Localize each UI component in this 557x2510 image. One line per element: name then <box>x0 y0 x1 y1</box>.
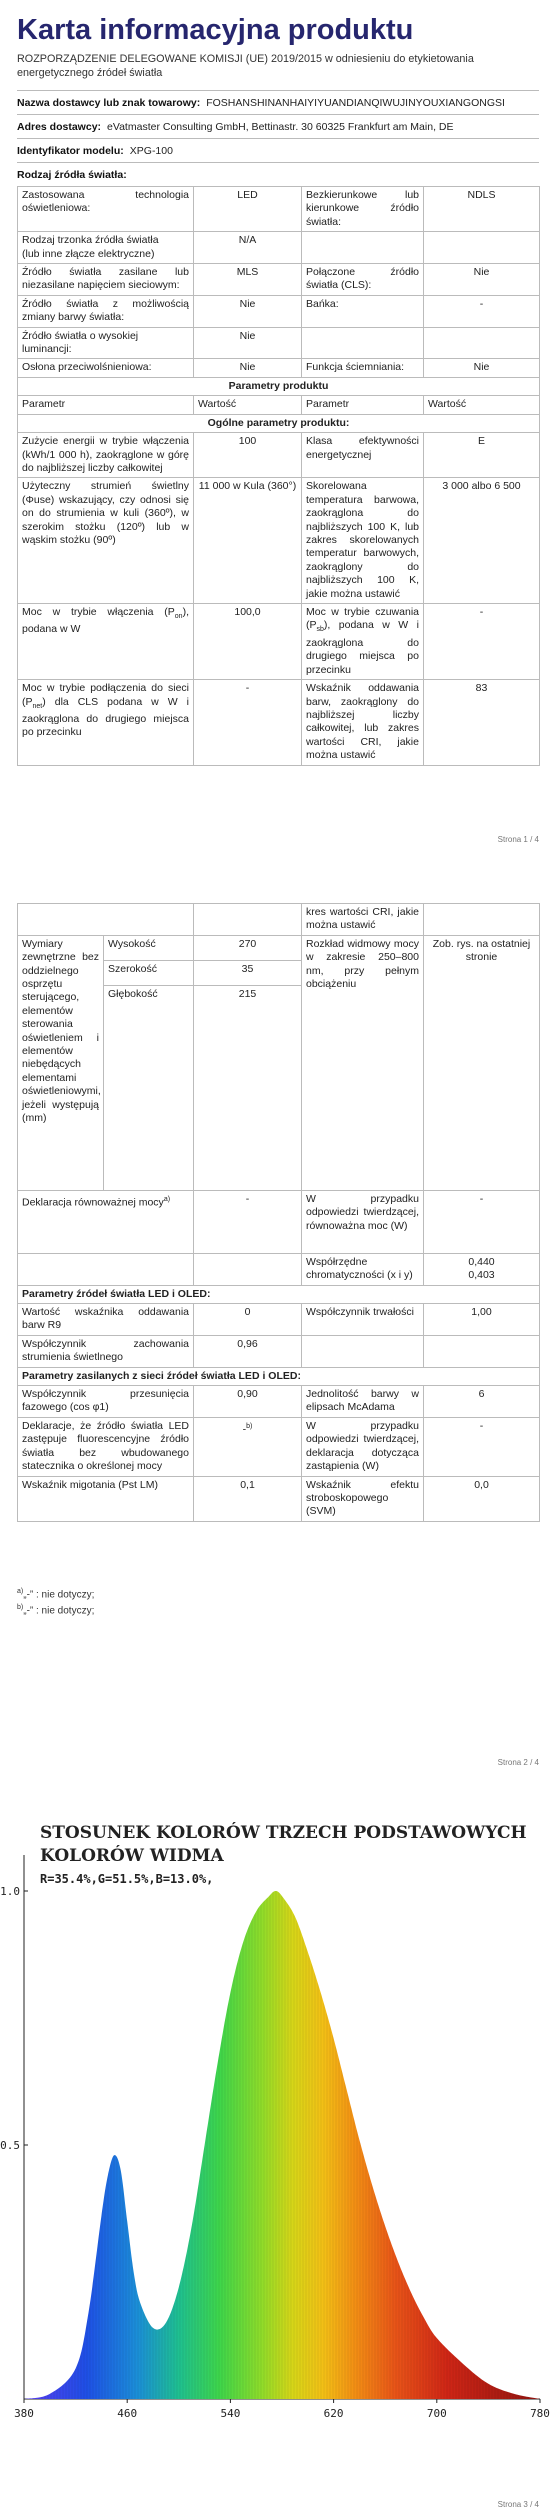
address-value: eVatmaster Consulting GmbH, Bettinastr. 30 60325 Frankfurt am Main, DE <box>107 121 454 133</box>
regulation-text: ROZPORZĄDZENIE DELEGOWANE KOMISJI (UE) 2019/2015 w odniesieniu do etykietowania energetycznego źródeł światła <box>17 53 474 79</box>
cri-continued: kres wartości CRI, jakie można ustawić <box>302 904 424 936</box>
page-number: Strona 2 / 4 <box>497 1758 539 1767</box>
height-label: Wysokość <box>104 935 194 960</box>
x-tick-label: 380 <box>14 2407 34 2420</box>
high-luminance-value: Nie <box>194 327 302 359</box>
mains-led-title: Parametry zasilanych z sieci źródeł światła LED i OLED: <box>18 1367 540 1385</box>
page-title: Karta informacyjna produktu <box>17 14 414 46</box>
tunable-label: Źródło światła z możliwością zmiany barwy światła: <box>18 295 194 327</box>
x-tick-label: 540 <box>220 2407 241 2420</box>
supplier-label: Nazwa dostawcy lub znak towarowy: <box>17 97 201 109</box>
svm-label: Wskaźnik efektu stroboskopowego (SVM) <box>302 1476 424 1521</box>
standby-label: Moc w trybie czuwania $(P_{sb})$, podana w W i zaokrąglona do drugiego miejsca po przecinku <box>302 603 424 679</box>
r9-label: Wartość wskaźnika oddawania barw R9 <box>18 1304 194 1336</box>
replacement-label: Deklaracje, że źródło światła LED zastępuje fluorescencyjne źródło światła bez wbudowanego statecznika o określonej mocy <box>18 1417 194 1476</box>
page-2 <box>0 860 557 1767</box>
equivalent-power-value: - <box>194 1190 302 1253</box>
flicker-value: 0,1 <box>194 1476 302 1521</box>
equivalent-power-right-label: W przypadku odpowiedzi twierdzącej, równoważna moc (W) <box>302 1190 424 1253</box>
nondir-value: NDLS <box>424 187 540 232</box>
address-label: Adres dostawcy: <box>17 121 102 133</box>
class-label: Klasa efektywności energetycznej <box>302 433 424 478</box>
glare-value: Nie <box>194 359 302 377</box>
params-continued-table <box>17 903 540 1522</box>
address-row <box>17 114 539 139</box>
chromaticity-label: Współrzędne chromatyczności (x i y) <box>302 1253 424 1285</box>
spectrum-chart <box>0 1795 557 2455</box>
x-tick-label: 460 <box>117 2407 138 2420</box>
glare-label: Osłona przeciwolśnieniowa: <box>18 359 194 377</box>
lumen-maintenance-value: 0,96 <box>194 1335 302 1367</box>
params-title: Parametry produktu <box>18 377 540 395</box>
height-value: 270 <box>194 935 302 960</box>
tunable-value: Nie <box>194 295 302 327</box>
high-luminance-label: Źródło światła o wysokiej luminancji: <box>18 327 194 359</box>
dimming-value: Nie <box>424 359 540 377</box>
flicker-label: Wskaźnik migotania (Pst LM) <box>18 1476 194 1521</box>
energy-label: Zużycie energii w trybie włączenia (kWh/1 000 h), zaokrąglone w górę do najbliższej liczby całkowitej <box>18 433 194 478</box>
spd-value: Zob. rys. na ostatniej stronie <box>424 935 540 1190</box>
col-value-1: Wartość <box>194 396 302 414</box>
page-number: Strona 1 / 4 <box>497 835 539 844</box>
cct-value: 3 000 albo 6 500 <box>424 478 540 604</box>
connected-value: Nie <box>424 264 540 296</box>
dimensions-label: Wymiary zewnętrzne bez oddzielnego osprzętu sterującego, elementów sterowania oświetleniem i elementów niebędących elementami oświetleniowymi, jeżeli występują (mm) <box>18 935 104 1190</box>
general-title: Ogólne parametry produktu: <box>18 414 540 432</box>
cct-label: Skorelowana temperatura barwowa, zaokrąglona do najbliższych 100 K, lub zakres skorelowanych temperatur barwowych, zaokrąglony do najbliższych 100 K, jakie można ustawić <box>302 478 424 604</box>
power-factor-value: 0,90 <box>194 1386 302 1418</box>
tech-value: LED <box>194 187 302 232</box>
col-param-1: Parametr <box>18 396 194 414</box>
supplier-row <box>17 90 539 115</box>
model-label: Identyfikator modelu: <box>17 145 124 157</box>
col-value-2: Wartość <box>424 396 540 414</box>
source-type-label: Rodzaj źródła światła: <box>17 169 127 181</box>
y-tick-label: 0.5 <box>0 2139 20 2152</box>
chromaticity-value: 0,440 0,403 <box>424 1253 540 1285</box>
chart-subtitle: R=35.4%,G=51.5%,B=13.0%, <box>40 1872 214 1886</box>
mcadam-value: 6 <box>424 1386 540 1418</box>
mcadam-label: Jednolitość barwy w elipsach McAdama <box>302 1386 424 1418</box>
dimming-label: Funkcja ściemniania: <box>302 359 424 377</box>
svm-value: 0,0 <box>424 1476 540 1521</box>
page-3 <box>0 1760 557 2510</box>
connected-label: Połączone źródło światła (CLS): <box>302 264 424 296</box>
source-type-table <box>17 186 540 766</box>
source-type-row <box>17 162 539 187</box>
width-value: 35 <box>194 960 302 985</box>
envelope-value: - <box>424 295 540 327</box>
network-standby-label: Moc w trybie podłączenia do sieci $(P_{net})$ dla CLS podana w W i zaokrąglona do drugiego miejsca po przecinku <box>18 680 194 765</box>
depth-label: Głębokość <box>104 985 194 1190</box>
depth-value: 215 <box>194 985 302 1190</box>
flux-value: 11 000 w Kula (360°) <box>194 478 302 604</box>
survival-value: 1,00 <box>424 1304 540 1336</box>
x-tick-label: 780 <box>530 2407 550 2420</box>
model-value: XPG-100 <box>129 145 173 157</box>
flux-label: Użyteczny strumień świetlny (Φuse) wskazujący, czy odnosi się on do strumienia w kuli (360º), w szerokim stożku (120º) lub w wąskim stożku (90º) <box>18 478 194 604</box>
chart-title-line-2: KOLORÓW WIDMA <box>40 1846 224 1866</box>
chart-title-line-1: STOSUNEK KOLORÓW TRZECH PODSTAWOWYCH <box>40 1823 527 1843</box>
equivalent-power-label: Deklaracja równoważnej mocy$^{a)}$ <box>18 1190 194 1253</box>
survival-label: Współczynnik trwałości <box>302 1304 424 1336</box>
cap-value: N/A <box>194 232 302 264</box>
cap-label: Rodzaj trzonka źródła światła (lub inne złącze elektryczne) <box>18 232 194 264</box>
mains-value: MLS <box>194 264 302 296</box>
footnote-a: $^{a)}$„-” : nie dotyczy; <box>17 1588 95 1601</box>
cri-value: 83 <box>424 680 540 765</box>
plot-area <box>24 1891 541 2400</box>
y-tick-label: 1.0 <box>0 1885 20 1898</box>
x-tick-label: 700 <box>426 2407 447 2420</box>
energy-value: 100 <box>194 433 302 478</box>
page-1 <box>0 0 557 860</box>
r9-value: 0 <box>194 1304 302 1336</box>
replacement-value: -$^{b)}$ <box>194 1417 302 1476</box>
mains-label: Źródło światła zasilane lub niezasilane napięciem sieciowym: <box>18 264 194 296</box>
equivalent-power-right-value: - <box>424 1190 540 1253</box>
power-factor-label: Współczynnik przesunięcia fazowego (cos φ1) <box>18 1386 194 1418</box>
led-params-title: Parametry źródeł światła LED i OLED: <box>18 1285 540 1303</box>
footnote-b: $^{b)}$„-” : nie dotyczy; <box>17 1604 95 1617</box>
replacement-right-label: W przypadku odpowiedzi twierdzącej, deklaracja dotycząca zastąpienia (W) <box>302 1417 424 1476</box>
envelope-label: Bańka: <box>302 295 424 327</box>
class-value: E <box>424 433 540 478</box>
nondir-label: Bezkierunkowe lub kierunkowe źródło światła: <box>302 187 424 232</box>
replacement-right-value: - <box>424 1417 540 1476</box>
model-row <box>17 138 539 163</box>
cri-label: Wskaźnik oddawania barw, zaokrąglony do najbliższej liczby całkowitej, lub zakres wartości CRI, jakie można ustawić <box>302 680 424 765</box>
col-param-2: Parametr <box>302 396 424 414</box>
power-on-label: Moc w trybie włączenia $(P_{on})$, podana w W <box>18 603 194 679</box>
width-label: Szerokość <box>104 960 194 985</box>
power-on-value: 100,0 <box>194 603 302 679</box>
lumen-maintenance-label: Współczynnik zachowania strumienia świetlnego <box>18 1335 194 1367</box>
standby-value: - <box>424 603 540 679</box>
x-tick-label: 620 <box>323 2407 344 2420</box>
spd-label: Rozkład widmowy mocy w zakresie 250–800 nm, przy pełnym obciążeniu <box>302 935 424 1190</box>
supplier-value: FOSHANSHINANHAIYIYUANDIANQIWUJINYOUXIANGONGSI <box>206 97 505 109</box>
network-standby-value: - <box>194 680 302 765</box>
page-number: Strona 3 / 4 <box>497 2500 539 2509</box>
tech-label: Zastosowana technologia oświetleniowa: <box>18 187 194 232</box>
